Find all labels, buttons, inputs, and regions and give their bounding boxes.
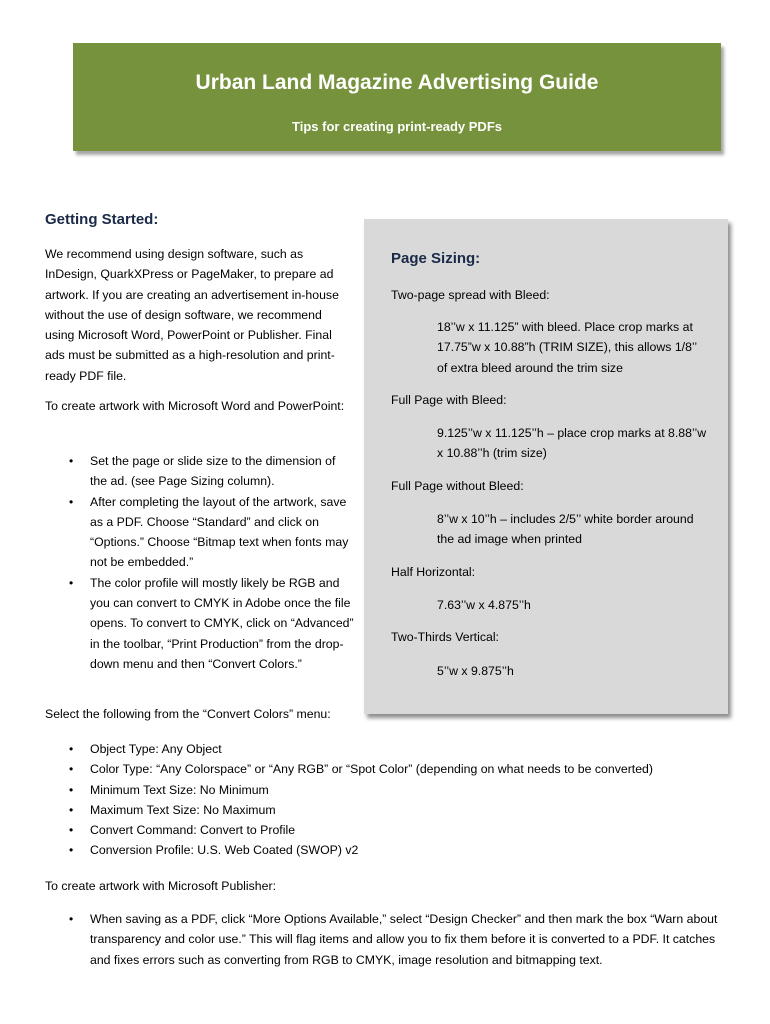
list-item: • Color Type: “Any Colorspace” or “Any RGB” or “Spot Color” (depending on what needs to be converted)	[45, 759, 735, 779]
size-label-full-page-bleed: Full Page with Bleed:	[391, 393, 507, 407]
getting-started-heading: Getting Started:	[45, 211, 159, 228]
convert-colors-settings	[45, 739, 735, 861]
list-item: • Maximum Text Size: No Maximum	[45, 800, 735, 820]
list-item: • Convert Command: Convert to Profile	[45, 820, 735, 840]
publisher-intro: To create artwork with Microsoft Publisher:	[45, 879, 276, 893]
publisher-steps	[45, 909, 735, 970]
size-detail-two-page-spread: 18’’w x 11.125” with bleed. Place crop marks at 17.75”w x 10.88”h (TRIM SIZE), this allows 1/8’’ of extra bleed around the trim size	[437, 320, 697, 375]
word-powerpoint-steps	[45, 451, 355, 674]
size-detail-full-page-bleed: 9.125’’w x 11.125’’h – place crop marks at 8.88’’w x 10.88’’h (trim size)	[437, 426, 707, 461]
list-item: • When saving as a PDF, click “More Options Available,” select “Design Checker” and then mark the box “Warn about transparency and color use.” This will flag items and allow you to fix them before it is converted to a PDF. It catches and fixes errors such as converting from RGB to CMYK, image resolution and bitmapping text.	[45, 909, 735, 970]
size-label-two-page-spread: Two-page spread with Bleed:	[391, 288, 550, 302]
document-title: Urban Land Magazine Advertising Guide	[195, 71, 599, 94]
word-powerpoint-intro: To create artwork with Microsoft Word and PowerPoint:	[45, 399, 345, 413]
size-detail-half-horizontal: 7.63’’w x 4.875’’h	[437, 598, 531, 612]
size-label-full-page-no-bleed: Full Page without Bleed:	[391, 479, 524, 493]
intro-paragraph: We recommend using design software, such as InDesign, QuarkXPress or PageMaker, to prepare ad artwork. If you are creating an advertisement in-house without the use of design software, we recommend using Microsoft Word, PowerPoint or Publisher. Final ads must be submitted as a high-resolution and print-ready PDF file.	[45, 247, 339, 383]
title-banner	[73, 43, 721, 151]
page-sizing-panel	[364, 219, 728, 714]
list-item: • After completing the layout of the artwork, save as a PDF. Choose “Standard” and click on “Options.” Choose “Bitmap text when fonts may not be embedded.”	[45, 492, 355, 573]
list-item: • Set the page or slide size to the dimension of the ad. (see Page Sizing column).	[45, 451, 355, 492]
page-sizing-heading: Page Sizing:	[391, 250, 481, 267]
list-item: • Minimum Text Size: No Minimum	[45, 780, 735, 800]
list-item: • The color profile will mostly likely be RGB and you can convert to CMYK in Adobe once the file opens. To convert to CMYK, click on “Advanced” in the toolbar, “Print Production” from the drop-down menu and then “Convert Colors.”	[45, 573, 355, 674]
size-label-two-thirds-vertical: Two-Thirds Vertical:	[391, 630, 499, 644]
document-subtitle: Tips for creating print-ready PDFs	[292, 119, 502, 134]
list-item: • Conversion Profile: U.S. Web Coated (SWOP) v2	[45, 840, 735, 860]
list-item: • Object Type: Any Object	[45, 739, 735, 759]
size-detail-two-thirds-vertical: 5’’w x 9.875’’h	[437, 664, 514, 678]
convert-colors-intro: Select the following from the “Convert Colors” menu:	[45, 707, 331, 721]
size-label-half-horizontal: Half Horizontal:	[391, 565, 476, 579]
size-detail-full-page-no-bleed: 8’’w x 10’’h – includes 2/5’’ white border around the ad image when printed	[437, 512, 694, 547]
